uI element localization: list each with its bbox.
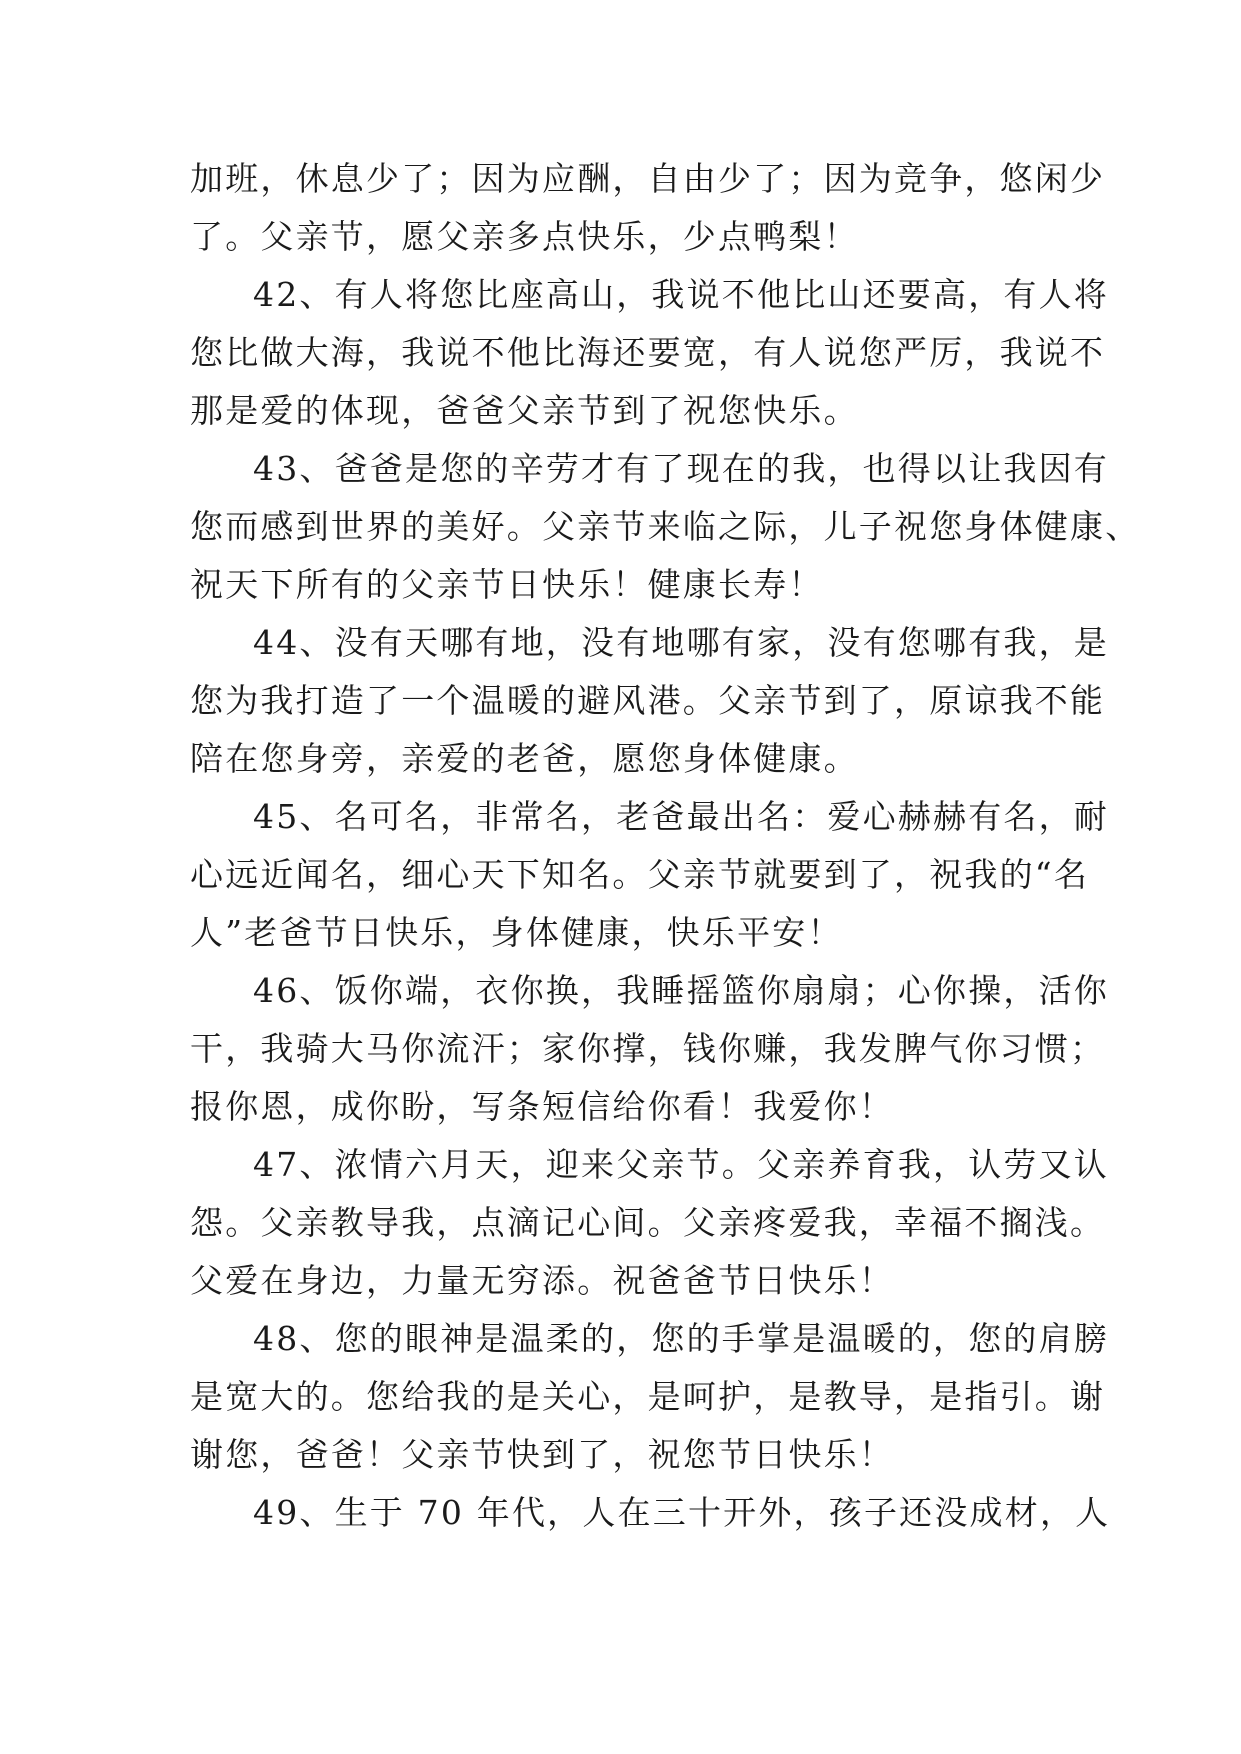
text-line: 您为我打造了一个温暖的避风港。父亲节到了，原谅我不能 <box>190 681 1106 720</box>
paragraph-42-start: 42、有人将您比座高山，我说不他比山还要高，有人将 <box>253 275 1109 314</box>
text-line: 了。父亲节，愿父亲多点快乐，少点鸭梨！ <box>190 217 859 256</box>
paragraph-49-start: 49、生于 70 年代，人在三十开外，孩子还没成材，人 <box>253 1493 1111 1532</box>
text-line: 您而感到世界的美好。父亲节来临之际，儿子祝您身体健康、 <box>190 507 1141 546</box>
text-line: 父爱在身边，力量无穷添。祝爸爸节日快乐！ <box>190 1261 894 1300</box>
text-line: 谢您，爸爸！父亲节快到了，祝您节日快乐！ <box>190 1435 894 1474</box>
text-line: 是宽大的。您给我的是关心，是呵护，是教导，是指引。谢 <box>190 1377 1106 1416</box>
paragraph-44-start: 44、没有天哪有地，没有地哪有家，没有您哪有我，是 <box>253 623 1109 662</box>
text-line: 加班，休息少了；因为应酬，自由少了；因为竞争，悠闲少 <box>190 159 1106 198</box>
paragraph-48-start: 48、您的眼神是温柔的，您的手掌是温暖的，您的肩膀 <box>253 1319 1109 1358</box>
paragraph-47-start: 47、浓情六月天，迎来父亲节。父亲养育我，认劳又认 <box>253 1145 1109 1184</box>
paragraph-45-start: 45、名可名，非常名，老爸最出名：爱心赫赫有名，耐 <box>253 797 1109 836</box>
text-line: 人”老爸节日快乐，身体健康，快乐平安！ <box>190 913 843 952</box>
text-line: 那是爱的体现，爸爸父亲节到了祝您快乐。 <box>190 391 859 430</box>
document-body <box>190 150 1141 1542</box>
text-line: 报你恩，成你盼，写条短信给你看！我爱你！ <box>190 1087 894 1126</box>
text-line: 心远近闻名，细心天下知名。父亲节就要到了，祝我的“名 <box>190 855 1090 894</box>
text-line: 陪在您身旁，亲爱的老爸，愿您身体健康。 <box>190 739 859 778</box>
paragraph-46-start: 46、饭你端，衣你换，我睡摇篮你扇扇；心你操，活你 <box>253 971 1109 1010</box>
text-line: 干，我骑大马你流汗；家你撑，钱你赚，我发脾气你习惯； <box>190 1029 1106 1068</box>
text-line: 怨。父亲教导我，点滴记心间。父亲疼爱我，幸福不搁浅。 <box>190 1203 1106 1242</box>
paragraph-43-start: 43、爸爸是您的辛劳才有了现在的我，也得以让我因有 <box>253 449 1109 488</box>
text-line: 祝天下所有的父亲节日快乐！健康长寿！ <box>190 565 824 604</box>
text-line: 您比做大海，我说不他比海还要宽，有人说您严厉，我说不 <box>190 333 1106 372</box>
